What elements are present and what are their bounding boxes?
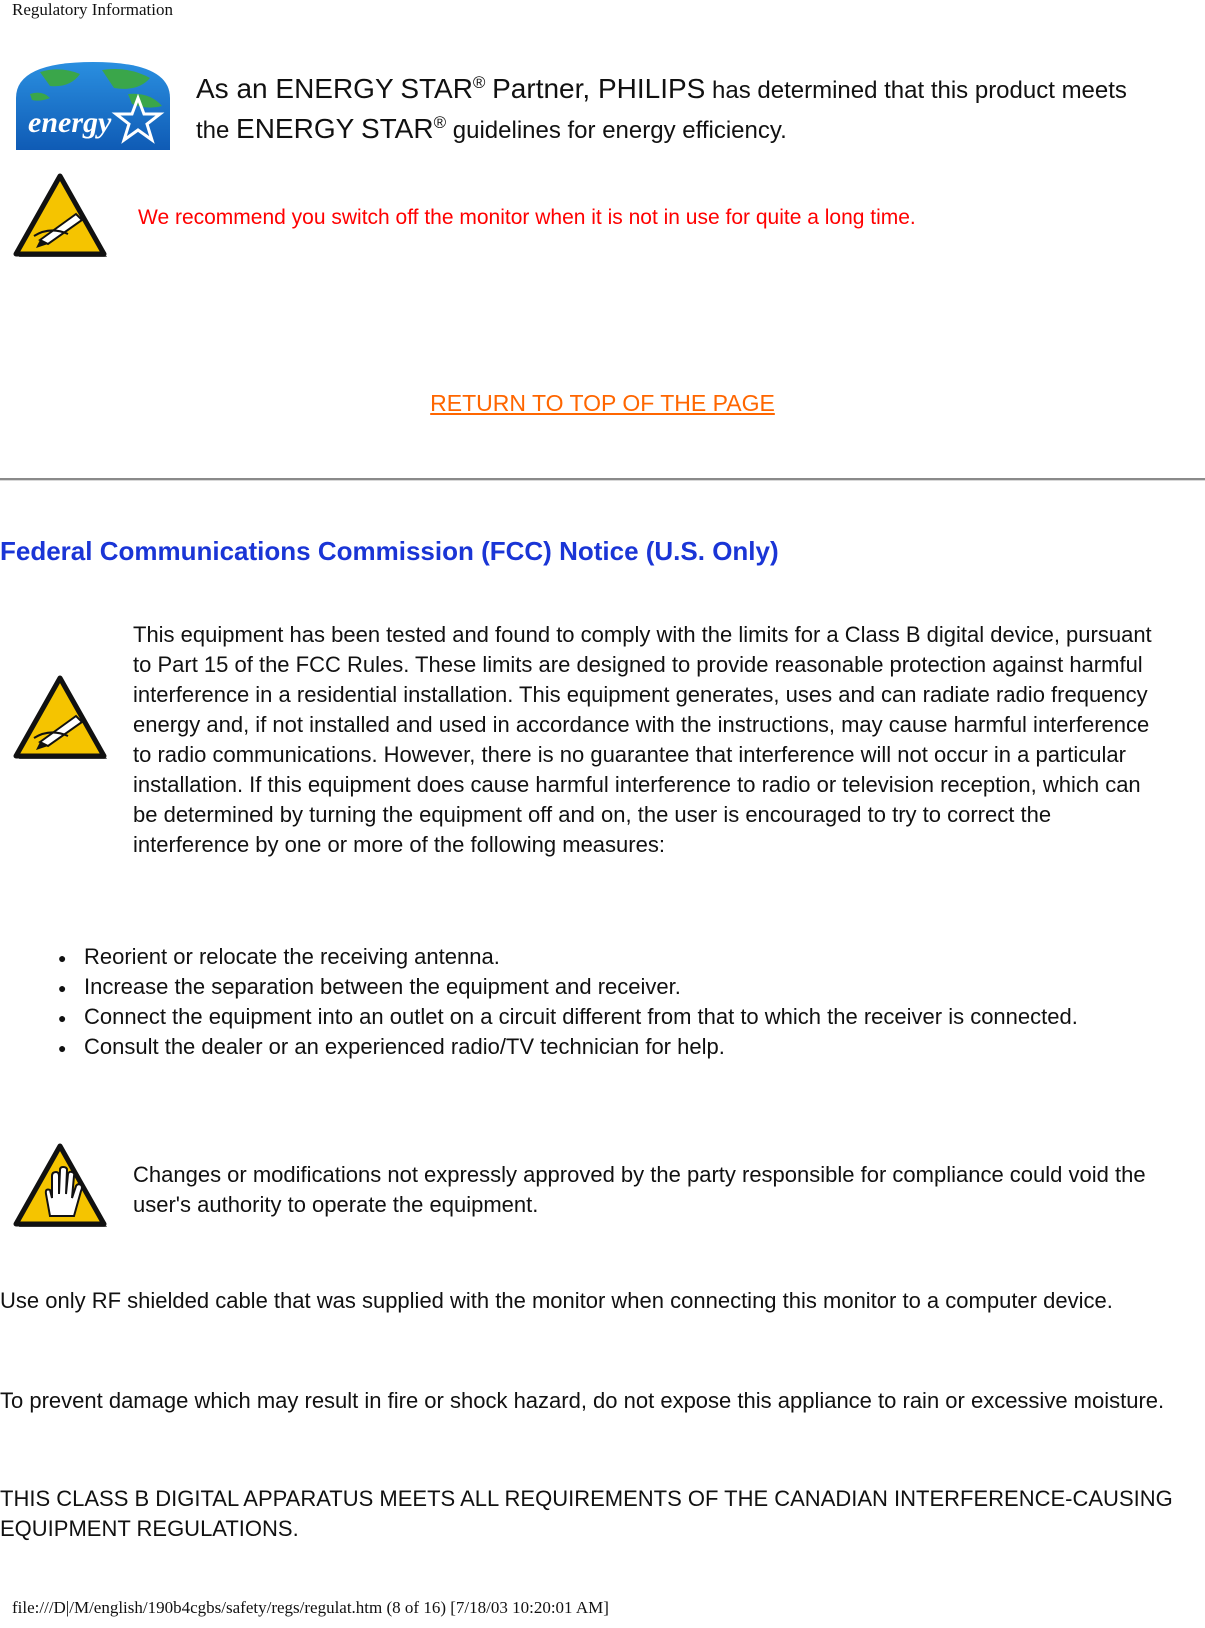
section-divider: [0, 478, 1205, 481]
bullet-icon: ●: [58, 980, 67, 996]
fcc-section-heading: Federal Communications Commission (FCC) Notice (U.S. Only): [0, 536, 779, 566]
page-header-title: Regulatory Information: [12, 0, 173, 19]
page-footer-path: file:///D|/M/english/190b4cgbs/safety/regs/regulat.htm (8 of 16) [7/18/03 10:20:01 AM]: [12, 1598, 609, 1617]
bullet-icon: ●: [58, 1010, 67, 1026]
interference-measures-list: [0, 942, 1160, 1062]
bullet-icon: ●: [58, 1040, 67, 1056]
modification-warning: Changes or modifications not expressly approved by the party responsible for compliance could void the user's authority to operate the equipment.: [133, 1162, 1146, 1217]
energy-star-statement: As an ENERGY STAR® Partner, PHILIPS has determined that this product meets the ENERGY STAR® guidelines for energy efficiency.: [196, 73, 1127, 144]
canadian-compliance-statement: THIS CLASS B DIGITAL APPARATUS MEETS ALL REQUIREMENTS OF THE CANADIAN INTERFERENCE-CAUSING EQUIPMENT REGULATIONS.: [0, 1486, 1173, 1541]
warning-pen-icon: [10, 170, 110, 258]
list-item: ● Increase the separation between the equipment and receiver.: [0, 972, 1160, 1002]
list-item: ● Reorient or relocate the receiving antenna.: [0, 942, 1160, 972]
return-to-top-link[interactable]: RETURN TO TOP OF THE PAGE: [430, 390, 775, 416]
energy-star-logo: [10, 58, 176, 153]
list-item: ● Connect the equipment into an outlet on a circuit different from that to which the receiver is connected.: [0, 1002, 1160, 1032]
warning-hand-icon: [10, 1140, 110, 1228]
list-item: ● Consult the dealer or an experienced radio/TV technician for help.: [0, 1032, 1160, 1062]
power-off-recommendation: We recommend you switch off the monitor when it is not in use for quite a long time.: [138, 206, 916, 229]
rf-cable-notice: Use only RF shielded cable that was supplied with the monitor when connecting this monitor to a computer device.: [0, 1288, 1113, 1313]
energy-logo-text: energy: [28, 106, 112, 139]
warning-pen-icon: [10, 672, 110, 760]
moisture-warning: To prevent damage which may result in fire or shock hazard, do not expose this appliance to rain or excessive moisture.: [0, 1388, 1165, 1413]
fcc-compliance-paragraph: This equipment has been tested and found to comply with the limits for a Class B digital device, pursuant to Part 15 of the FCC Rules. These limits are designed to provide reasonable protection against harmful interference in a residential installation. This equipment generates, uses and can radiate radio frequency energy and, if not installed and used in accordance with the instructions, may cause harmful interference to radio communications. However, there is no guarantee that interference will not occur in a particular installation. If this equipment does cause harmful interference to radio or television reception, which can be determined by turning the equipment off and on, the user is encouraged to try to correct the interference by one or more of the following measures:: [133, 622, 1152, 857]
bullet-icon: ●: [58, 950, 67, 966]
